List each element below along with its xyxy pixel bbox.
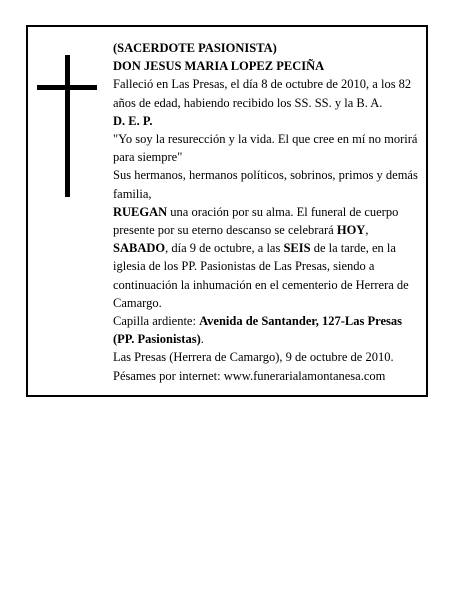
chapel-address: Avenida de Santander, 127-Las Presas (PP. Pasionistas) bbox=[113, 314, 402, 347]
quote: "Yo soy la resurección y la vida. El que cree en mí no morirá para siempre" bbox=[113, 132, 418, 165]
ruegan-word: RUEGAN bbox=[113, 204, 168, 219]
request-text-3: de la tarde, en la iglesia de los PP. Pasionistas de Las Presas, siendo a continuación la inhumación en el cementerio de Herrera de Camargo. bbox=[113, 241, 409, 310]
place-date: Las Presas (Herrera de Camargo), 9 de octubre de 2010. bbox=[113, 350, 394, 365]
family-line: Sus hermanos, hermanos políticos, sobrinos, primos y demás familia, bbox=[113, 168, 418, 201]
request-text-1: una oración por su alma. El funeral de cuerpo presente por su eterno descanso se celebrará bbox=[113, 204, 399, 238]
chapel-label: Capilla ardiente: bbox=[113, 314, 200, 329]
sabado-word: SABADO bbox=[113, 241, 166, 256]
request-comma: , bbox=[365, 223, 369, 238]
cross-vertical-bar bbox=[65, 55, 70, 197]
title-line: (SACERDOTE PASIONISTA) bbox=[113, 41, 277, 55]
condolences-line: Pésames por internet: www.funerarialamontanesa.com bbox=[113, 368, 386, 383]
chapel-line bbox=[113, 312, 423, 348]
chapel-end: . bbox=[200, 332, 204, 347]
request-text-2: , día 9 de octubre, a las bbox=[165, 241, 284, 256]
death-notice: Falleció en Las Presas, el día 8 de octubre de 2010, a los 82 años de edad, habiendo recibido los SS. SS. y la B. A. bbox=[113, 77, 412, 110]
seis-word: SEIS bbox=[283, 241, 311, 256]
obituary-text bbox=[113, 39, 423, 385]
deceased-name: DON JESUS MARIA LOPEZ PECIÑA bbox=[113, 59, 325, 74]
dep-line: D. E. P. bbox=[113, 113, 153, 128]
funeral-request bbox=[113, 203, 423, 312]
latin-cross-icon bbox=[37, 55, 97, 197]
hoy-word: HOY bbox=[336, 223, 366, 238]
cross-horizontal-bar bbox=[37, 85, 97, 90]
